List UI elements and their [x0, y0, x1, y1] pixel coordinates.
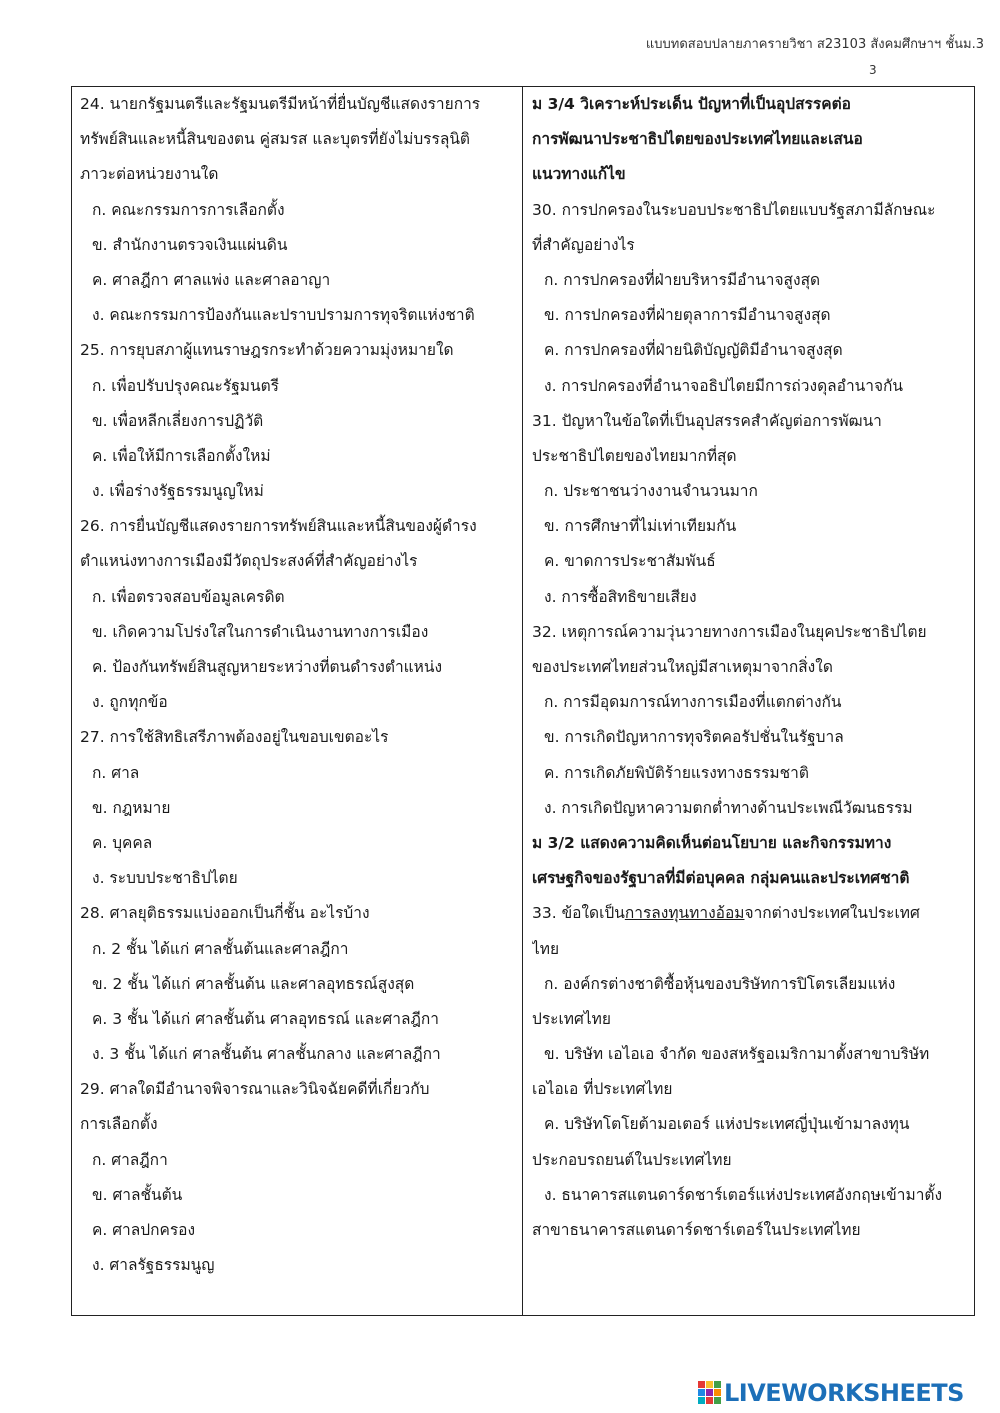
question-text: 27. การใช้สิทธิเสรีภาพต้องอยู่ในขอบเขตอะไร — [80, 728, 389, 747]
answer-option: ง. เพื่อร่างรัฐธรรมนูญใหม่ — [92, 482, 264, 501]
question-text: ภาวะต่อหน่วยงานใด — [80, 165, 219, 184]
answer-option: ข. บริษัท เอไอเอ จำกัด ของสหรัฐอเมริกามาตั้งสาขาบริษัท — [544, 1045, 930, 1064]
question-text: ทรัพย์สินและหนี้สินของตน คู่สมรส และบุตรที่ยังไม่บรรลุนิติ — [80, 130, 470, 149]
answer-option-continued: สาขาธนาคารสแตนดาร์ดชาร์เตอร์ในประเทศไทย — [532, 1221, 861, 1239]
question-text: ไทย — [532, 939, 560, 958]
answer-option: ข. การปกครองที่ฝ่ายตุลาการมีอำนาจสูงสุด — [544, 306, 831, 325]
answer-option: ค. บุคคล — [92, 833, 153, 852]
answer-option: ง. การปกครองที่อำนาจอธิปไตยมีการถ่วงดุลอำนาจกัน — [544, 376, 904, 395]
question-text: 24. นายกรัฐมนตรีและรัฐมนตรีมีหน้าที่ยื่นบัญชีแสดงรายการ — [80, 95, 481, 113]
section-heading: แนวทางแก้ไข — [532, 165, 626, 184]
question-29 — [80, 1072, 518, 1283]
page-number: 3 — [869, 63, 877, 77]
question-text: การเลือกตั้ง — [80, 1115, 158, 1134]
logo-text: LIVEWORKSHEETS — [724, 1379, 964, 1407]
answer-option: ก. เพื่อตรวจสอบข้อมูลเครดิต — [92, 587, 285, 606]
answer-option-continued: เอไอเอ ที่ประเทศไทย — [532, 1080, 673, 1099]
logo-grid-icon — [698, 1381, 722, 1405]
answer-option: ง. ระบบประชาธิปไตย — [92, 869, 238, 888]
answer-option: ง. ธนาคารสแตนดาร์ดชาร์เตอร์แห่งประเทศอังกฤษเข้ามาตั้ง — [544, 1185, 943, 1204]
answer-option: ก. ศาล — [92, 763, 140, 782]
standard-m3-2-heading — [532, 826, 970, 896]
answer-option: ค. 3 ชั้น ได้แก่ ศาลชั้นต้น ศาลอุทธรณ์ และศาลฎีกา — [92, 1009, 439, 1028]
section-heading: ม 3/2 แสดงความคิดเห็นต่อนโยบาย และกิจกรรมทาง — [532, 833, 892, 852]
underlined-keyword: การลงทุนทางอ้อม — [624, 904, 745, 923]
question-27 — [80, 720, 518, 896]
question-prefix: 33. ข้อใดเป็น — [532, 904, 625, 923]
answer-option: ก. 2 ชั้น ได้แก่ ศาลชั้นต้นและศาลฎีกา — [92, 939, 349, 958]
answer-option: ก. ศาลฎีกา — [92, 1150, 168, 1169]
question-text: ประชาธิปไตยของไทยมากที่สุด — [532, 446, 737, 465]
answer-option: ค. การเกิดภัยพิบัติร้ายแรงทางธรรมชาติ — [544, 763, 809, 782]
question-text: 29. ศาลใดมีอำนาจพิจารณาและวินิจฉัยคดีที่เกี่ยวกับ — [80, 1080, 430, 1099]
answer-option: ค. ศาลฎีกา ศาลแพ่ง และศาลอาญา — [92, 270, 331, 289]
right-column — [532, 87, 970, 1248]
answer-option: ง. ศาลรัฐธรรมนูญ — [92, 1256, 215, 1275]
answer-option: ข. เพื่อหลีกเลี่ยงการปฏิวัติ — [92, 411, 264, 430]
answer-option: ข. การเกิดปัญหาการทุจริตคอรัปชั่นในรัฐบาล — [544, 728, 844, 747]
question-32 — [532, 615, 970, 826]
exam-header-title: แบบทดสอบปลายภาครายวิชา ส23103 สังคมศึกษาฯ ชั้นม.3 — [645, 37, 984, 52]
question-text: 30. การปกครองในระบอบประชาธิปไตยแบบรัฐสภามีลักษณะ — [532, 200, 936, 219]
answer-option: ค. เพื่อให้มีการเลือกตั้งใหม่ — [92, 446, 271, 465]
answer-option: ก. การมีอุดมการณ์ทางการเมืองที่แตกต่างกัน — [544, 693, 842, 712]
answer-option: ก. คณะกรรมการการเลือกตั้ง — [92, 200, 285, 219]
answer-option: ก. การปกครองที่ฝ่ายบริหารมีอำนาจสูงสุด — [544, 270, 821, 289]
question-text: 26. การยื่นบัญชีแสดงรายการทรัพย์สินและหนี้สินของผู้ดำรง — [80, 517, 477, 536]
answer-option: ง. 3 ชั้น ได้แก่ ศาลชั้นต้น ศาลชั้นกลาง และศาลฎีกา — [92, 1045, 441, 1064]
answer-option: ข. 2 ชั้น ได้แก่ ศาลชั้นต้น และศาลอุทธรณ์สูงสุด — [92, 974, 415, 993]
answer-option-continued: ประเทศไทย — [532, 1009, 611, 1028]
answer-option: ก. เพื่อปรับปรุงคณะรัฐมนตรี — [92, 376, 279, 395]
section-heading: ม 3/4 วิเคราะห์ประเด็น ปัญหาที่เป็นอุปสรรคต่อ — [532, 95, 851, 113]
question-text: ตำแหน่งทางการเมืองมีวัตถุประสงค์ที่สำคัญอย่างไร — [80, 552, 418, 571]
question-25 — [80, 333, 518, 509]
question-text: 32. เหตุการณ์ความวุ่นวายทางการเมืองในยุคประชาธิปไตย — [532, 622, 927, 641]
answer-option: ค. ป้องกันทรัพย์สินสูญหายระหว่างที่ตนดำรงตำแหน่ง — [92, 658, 443, 676]
question-text: 31. ปัญหาในข้อใดที่เป็นอุปสรรคสำคัญต่อการพัฒนา — [532, 411, 882, 430]
answer-option: ก. องค์กรต่างชาติซื้อหุ้นของบริษัทการปิโตรเลียมแห่ง — [544, 974, 896, 993]
answer-option: ข. สำนักงานตรวจเงินแผ่นดิน — [92, 235, 288, 254]
question-text: ที่สำคัญอย่างไร — [532, 235, 635, 254]
question-text — [532, 896, 970, 931]
answer-option: ค. การปกครองที่ฝ่ายนิติบัญญัติมีอำนาจสูงสุด — [544, 341, 843, 360]
answer-option: ก. ประชาชนว่างงานจำนวนมาก — [544, 482, 758, 501]
answer-option: ง. ถูกทุกข้อ — [92, 693, 168, 712]
question-31 — [532, 404, 970, 615]
liveworksheets-logo — [698, 1378, 993, 1408]
question-24 — [80, 87, 518, 333]
answer-option: ง. การซื้อสิทธิขายเสียง — [544, 587, 697, 606]
question-33 — [532, 896, 970, 1248]
question-suffix: จากต่างประเทศในประเทศ — [744, 904, 920, 923]
answer-option: ค. บริษัทโตโยต้ามอเตอร์ แห่งประเทศญี่ปุ่นเข้ามาลงทุน — [544, 1115, 910, 1134]
answer-option: ข. ศาลชั้นต้น — [92, 1185, 183, 1204]
answer-option-continued: ประกอบรถยนต์ในประเทศไทย — [532, 1150, 732, 1169]
section-heading: การพัฒนาประชาธิปไตยของประเทศไทยและเสนอ — [532, 130, 863, 149]
column-divider — [522, 86, 523, 1316]
question-text: 25. การยุบสภาผู้แทนราษฎรกระทำด้วยความมุ่งหมายใด — [80, 341, 454, 360]
question-30 — [532, 193, 970, 404]
answer-option: ง. การเกิดปัญหาความตกต่ำทางด้านประเพณีวัฒนธรรม — [544, 798, 913, 817]
question-28 — [80, 896, 518, 1072]
question-26 — [80, 509, 518, 720]
answer-option: ค. ขาดการประชาสัมพันธ์ — [544, 552, 716, 571]
left-column — [80, 87, 518, 1283]
answer-option: ข. กฎหมาย — [92, 798, 171, 817]
answer-option: ง. คณะกรรมการป้องกันและปราบปรามการทุจริตแห่งชาติ — [92, 306, 475, 325]
section-heading: เศรษฐกิจของรัฐบาลที่มีต่อบุคคล กลุ่มคนและประเทศชาติ — [532, 869, 910, 888]
standard-m3-4-heading — [532, 87, 970, 193]
answer-option: ค. ศาลปกครอง — [92, 1221, 196, 1239]
answer-option: ข. เกิดความโปร่งใสในการดำเนินงานทางการเมือง — [92, 622, 429, 641]
question-text: ของประเทศไทยส่วนใหญ่มีสาเหตุมาจากสิ่งใด — [532, 658, 833, 676]
question-text: 28. ศาลยุติธรรมแบ่งออกเป็นกี่ชั้น อะไรบ้าง — [80, 904, 370, 923]
answer-option: ข. การศึกษาที่ไม่เท่าเทียมกัน — [544, 517, 737, 536]
